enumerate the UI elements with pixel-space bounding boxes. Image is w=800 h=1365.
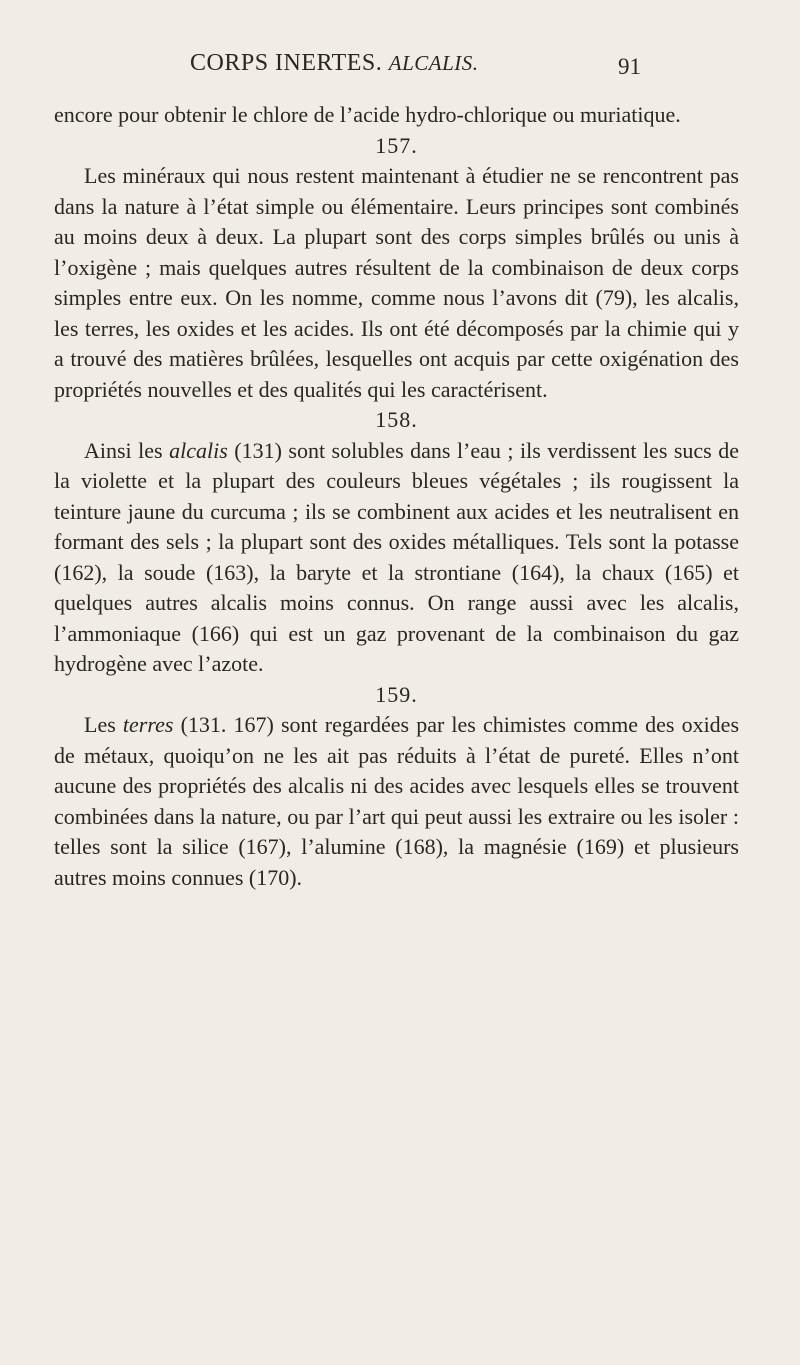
page-body xyxy=(54,100,739,893)
paragraph-159-text: (131. 167) sont regardées par les chimistes comme des oxides de métaux, quoiqu’on ne les ait pas réduits à l’état de pureté. Elles n’ont aucune des propriétés des alcalis ni des acides avec lesquels elles se trouvent combinées dans la nature, ou par l’art qui peut aussi les extraire ou les isoler : telles sont la silice (167), l’alumine (168), la magnésie (169) et plusieurs autres moins connues (170). xyxy=(54,712,740,890)
term-alcalis: alcalis xyxy=(169,437,228,463)
section-number-158: 158. xyxy=(375,407,418,432)
paragraph-157: Les minéraux qui nous restent maintenant à étudier ne se rencontrent pas dans la nature à l’état simple ou élémentaire. Leurs principes sont combinés au moins deux à deux. La plupart sont des corps simples brûlés ou unis à l’oxigène ; mais quelques autres résultent de la combinaison de deux corps simples entre eux. On les nomme, comme nous l’avons dit (79), les alcalis, les terres, les oxides et les acides. Ils ont été décomposés par la chimie qui y a trouvé des matières brûlées, lesquelles ont acquis par cette oxigénation des propriétés nouvelles et des qualités qui les caractérisent. xyxy=(54,163,739,402)
running-title xyxy=(190,50,479,77)
running-title-subject: ALCALIS. xyxy=(388,51,479,75)
paragraph-158 xyxy=(54,436,739,680)
page-number: 91 xyxy=(618,54,641,79)
section-number-159: 159. xyxy=(375,681,418,707)
term-terres: terres xyxy=(122,712,174,737)
continuation-paragraph: encore pour obtenir le chlore de l’acide hydro-chlorique ou muriatique. xyxy=(54,102,681,127)
paragraph-159 xyxy=(54,710,739,893)
paragraph-158-text: (131) sont solubles dans l’eau ; ils verdissent les sucs de la violette et la plupart des couleurs bleues végétales ; ils rougissent la teinture jaune du curcuma ; ils se combinent aux acides et les neutralisent en formant des sels ; la plupart sont des oxides métalliques. Tels sont la potasse (162), la soude (163), la baryte et la strontiane (164), la chaux (165) et quelques autres alcalis moins connus. On range aussi avec les alcalis, l’ammoniaque (166) qui est un gaz provenant de la combinaison du gaz hydrogène avec l’azote. xyxy=(54,437,739,676)
paragraph-158-lead: Ainsi les xyxy=(84,437,163,463)
section-number-157: 157. xyxy=(375,132,418,158)
running-title-main: CORPS INERTES. xyxy=(190,50,383,76)
running-head xyxy=(0,50,800,90)
paragraph-159-lead: Les xyxy=(84,712,116,737)
